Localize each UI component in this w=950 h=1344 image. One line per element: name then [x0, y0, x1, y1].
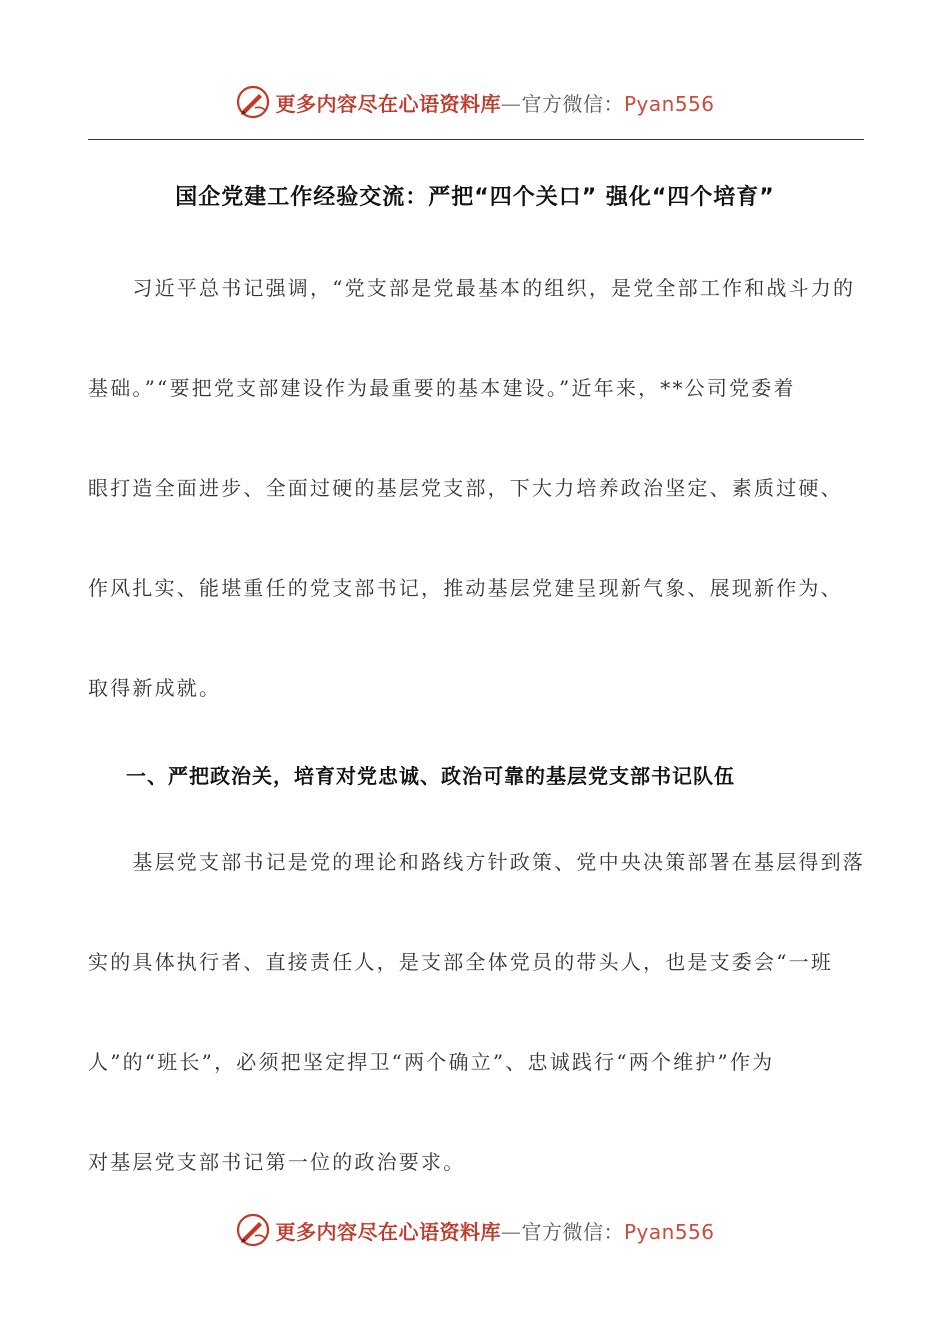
- paragraph-line: 取得新成就。: [88, 676, 222, 700]
- header-wechat-id: Pyan556: [623, 91, 715, 116]
- header-separator: —: [500, 91, 522, 116]
- pen-logo-icon: [235, 1212, 271, 1248]
- paragraph-line: 眼打造全面进步、全面过硬的基层党支部，下大力培养政治坚定、素质过硬、: [88, 476, 843, 500]
- header-wechat-label: 官方微信：: [521, 91, 624, 116]
- paragraph-line: 作风扎实、能堪重任的党支部书记，推动基层党建呈现新气象、展现新作为、: [88, 576, 843, 600]
- paragraph-line: 实的具体执行者、直接责任人，是支部全体党员的带头人，也是支委会“一班: [88, 950, 834, 974]
- document-title: 国企党建工作经验交流：严把“四个关口” 强化“四个培育”: [175, 185, 775, 210]
- paragraph-line: 对基层党支部书记第一位的政治要求。: [88, 1150, 466, 1174]
- footer-banner-text: [275, 1216, 714, 1245]
- footer-separator: —: [500, 1219, 522, 1244]
- paragraph-line: 人”的“班长”，必须把坚定捍卫“两个确立”、忠诚践行“两个维护”作为: [88, 1050, 775, 1074]
- header-banner: [0, 84, 950, 120]
- section-heading: 一、严把政治关，培育对党忠诚、政治可靠的基层党支部书记队伍: [126, 764, 735, 788]
- header-brand: 更多内容尽在心语资料库: [275, 91, 501, 116]
- header-divider: [88, 139, 864, 140]
- pen-logo-icon: [235, 84, 271, 120]
- footer-brand: 更多内容尽在心语资料库: [275, 1219, 501, 1244]
- footer-wechat-id: Pyan556: [623, 1219, 715, 1244]
- footer-wechat-label: 官方微信：: [521, 1219, 624, 1244]
- footer-banner: [0, 1212, 950, 1248]
- header-banner-text: [275, 88, 714, 117]
- paragraph-line: 基层党支部书记是党的理论和路线方针政策、党中央决策部署在基层得到落: [88, 850, 865, 874]
- paragraph-line: 习近平总书记强调，“党支部是党最基本的组织，是党全部工作和战斗力的: [88, 276, 856, 300]
- paragraph-line: 基础。”“要把党支部建设作为最重要的基本建设。”近年来，**公司党委着: [88, 376, 796, 400]
